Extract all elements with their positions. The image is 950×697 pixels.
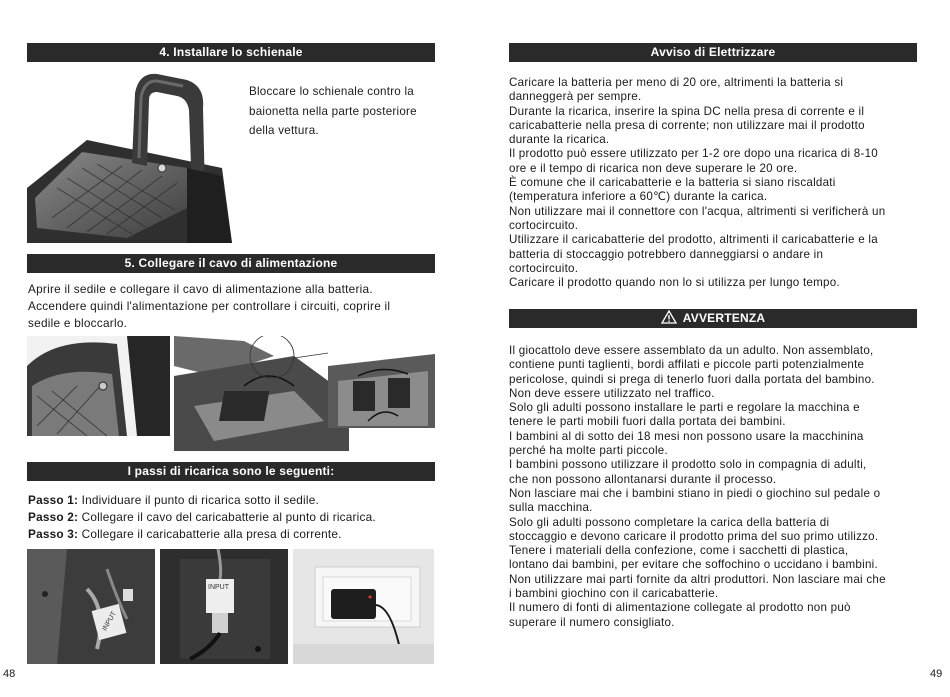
- warning-triangle-icon: [661, 310, 677, 324]
- warning-text: Il giocattolo deve essere assemblato da un adulto. Non assemblato, contiene punti taglienti, bordi affilati e piccole parti potenzialmente pericolose, quindi si prega di tenerlo fuori dalla portata del bambino. Non deve essere utilizzato nel traffico. Solo gli adulti possono installare le parti e regolare la macchina e tenere le parti mobili fuori dalla portata dei bambini. I bambini al di sotto dei 18 mesi non possono usare la macchinina perché ha molte parti piccole. I bambini possono utilizzare il prodotto solo in compagnia di adulti, che non possono allontanarsi durante il processo. Non lasciare mai che i bambini stiano in piedi o giochino sul pedale o sulla macchina. Solo gli adulti possono completare la carica della batteria di stoccaggio e devono caricare il prodotto prima del suo primo utilizzo. Tenere i materiali della confezione, come i sacchetti di plastica, lontano dai bambini, per evitare che soffochino o uccidano i bambini. Non utilizzare mai parti fornite da altri produttori. Non lasciare mai che i bambini giochino con il caricabatterie. Il numero di fonti di alimentazione collegate al prodotto non può superare il numero consigliato.: [509, 344, 886, 629]
- electric-notice-text: Caricare la batteria per meno di 20 ore, altrimenti la batteria si danneggerà per sempre. Durante la ricarica, inserire la spina DC nella presa di corrente e il caricabatterie nella presa di corrente; non utilizzare mai il prodotto durante la ricarica. Il prodotto può essere utilizzato per 1-2 ore dopo una ricarica di 8-10 ore e il tempo di ricarica non deve superare le 20 ore. È comune che il caricabatterie e la batteria si siano riscaldati (temperatura inferiore a 60℃) durante la carica. Non utilizzare mai il connettore con l'acqua, altrimenti si verificherà un cortocircuito. Utilizzare il caricabatterie del prodotto, altrimenti il caricabatterie e la batteria di stoccaggio potrebbero danneggiarsi o andare in cortocircuito. Caricare il prodotto quando non lo si utilizza per lungo tempo.: [509, 76, 886, 290]
- charger-connector-photo: [160, 549, 288, 664]
- charging-port-photo: [27, 549, 155, 664]
- charging-steps-header: I passi di ricarica sono le seguenti:: [27, 462, 435, 481]
- charging-step-2: Passo 2: Collegare il cavo del caricabatterie al punto di ricarica.: [28, 510, 376, 524]
- warning-header: [509, 309, 917, 328]
- section-4-header: 4. Installare lo schienale: [27, 43, 435, 62]
- charging-step-1: Passo 1: Individuare il punto di ricarica sotto il sedile.: [28, 493, 319, 507]
- section-5-header: 5. Collegare il cavo di alimentazione: [27, 254, 435, 273]
- electric-notice-header: Avviso di Elettrizzare: [509, 43, 917, 62]
- charger-input-label: INPUT: [208, 584, 229, 591]
- page-number-left: 48: [3, 668, 16, 680]
- wall-outlet-photo: [293, 549, 434, 664]
- backrest-illustration: [27, 68, 237, 243]
- charging-steps-list: [28, 492, 376, 543]
- section-5-text: Aprire il sedile e collegare il cavo di alimentazione alla batteria. Accendere quindi l'alimentazione per controllare i circuiti, coprire il sedile e bloccarlo.: [28, 282, 391, 330]
- page-number-right: 49: [930, 668, 943, 680]
- charging-port-input-label: INPUT: [101, 610, 118, 633]
- connector-detail-illustration: [328, 336, 435, 428]
- warning-title: AVVERTENZA: [682, 311, 766, 325]
- battery-compartment-illustration: [174, 336, 349, 451]
- section-4-text: Bloccare lo schienale contro la baionetta nella parte posteriore della vettura.: [249, 85, 417, 137]
- seat-open-illustration: [27, 336, 170, 436]
- charging-step-3: Passo 3: Collegare il caricabatterie alla presa di corrente.: [28, 527, 342, 541]
